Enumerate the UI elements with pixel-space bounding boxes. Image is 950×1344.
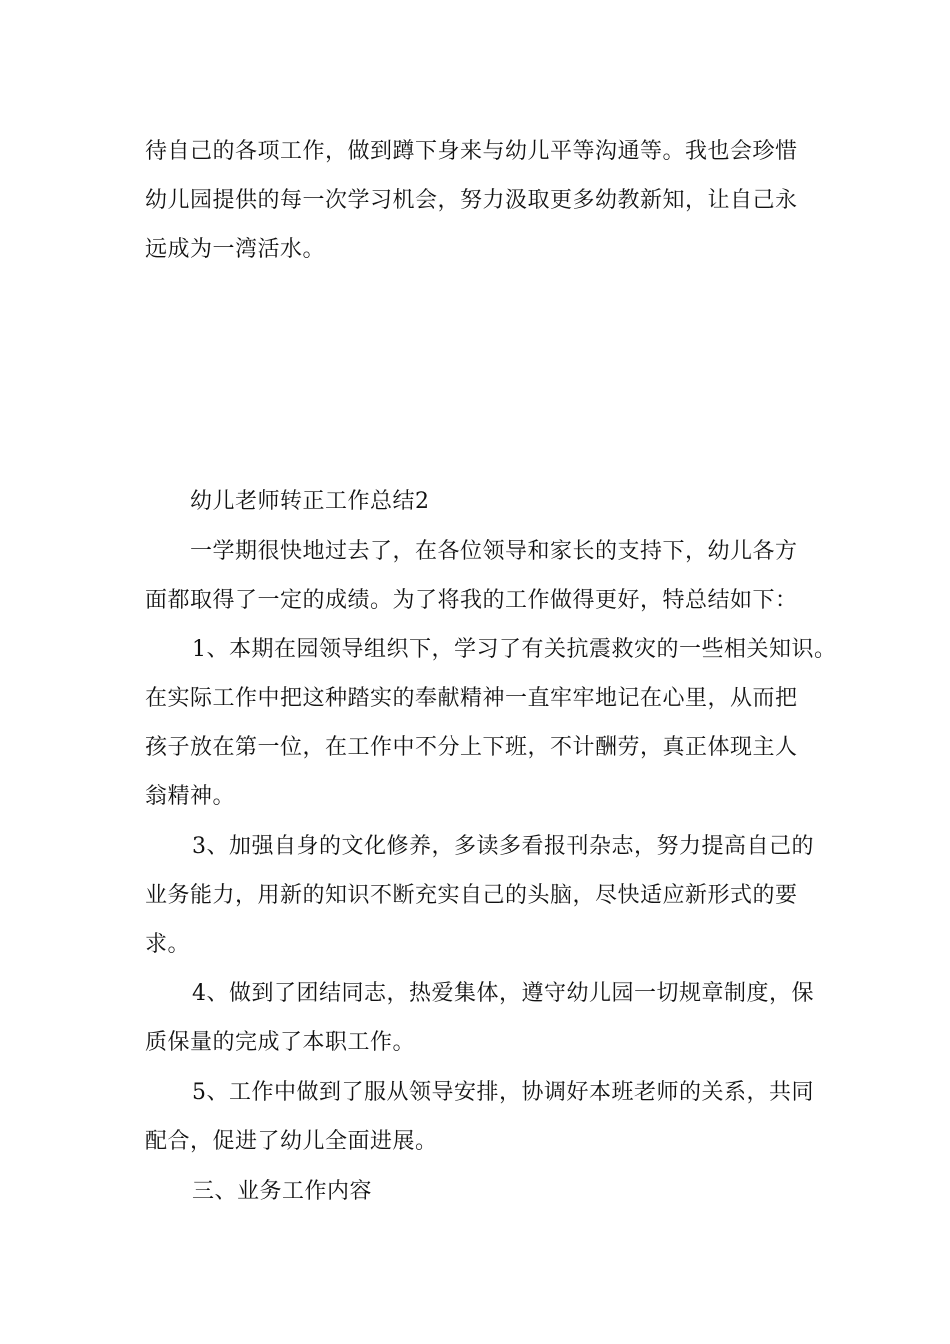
text-line: 1、本期在园领导组织下，学习了有关抗震救灾的一些相关知识。 xyxy=(192,637,837,662)
continued-paragraph xyxy=(145,127,815,274)
section-title-text: 幼儿老师转正工作总结2 xyxy=(190,489,430,514)
text-line: 孩子放在第一位，在工作中不分上下班，不计酬劳，真正体现主人 xyxy=(145,735,798,760)
text-line: 一学期很快地过去了，在各位领导和家长的支持下，幼儿各方 xyxy=(190,539,798,564)
summary-item-5 xyxy=(145,1068,815,1166)
summary-item-4 xyxy=(145,969,815,1067)
summary-item-3 xyxy=(145,822,815,969)
text-line: 5、工作中做到了服从领导安排，协调好本班老师的关系，共同 xyxy=(192,1080,814,1105)
text-line: 质保量的完成了本职工作。 xyxy=(145,1030,416,1055)
summary-item-1 xyxy=(145,625,837,821)
text-line: 翁精神。 xyxy=(145,784,236,809)
text-line: 待自己的各项工作，做到蹲下身来与幼儿平等沟通等。我也会珍惜 xyxy=(145,139,798,164)
text-line: 4、做到了团结同志，热爱集体，遵守幼儿园一切规章制度，保 xyxy=(192,981,814,1006)
text-line: 面都取得了一定的成绩。为了将我的工作做得更好，特总结如下： xyxy=(145,588,798,613)
text-line: 在实际工作中把这种踏实的奉献精神一直牢牢地记在心里，从而把 xyxy=(145,686,798,711)
text-line: 远成为一湾活水。 xyxy=(145,237,326,262)
section-heading xyxy=(145,1167,815,1216)
section-heading-text: 三、业务工作内容 xyxy=(192,1179,373,1204)
text-line: 求。 xyxy=(145,932,191,957)
text-line: 幼儿园提供的每一次学习机会，努力汲取更多幼教新知，让自己永 xyxy=(145,188,798,213)
intro-paragraph xyxy=(145,527,815,625)
text-line: 业务能力，用新的知识不断充实自己的头脑，尽快适应新形式的要 xyxy=(145,883,798,908)
text-line: 配合，促进了幼儿全面进展。 xyxy=(145,1129,438,1154)
section-title xyxy=(145,477,815,526)
text-line: 3、加强自身的文化修养，多读多看报刊杂志，努力提高自己的 xyxy=(192,834,814,859)
